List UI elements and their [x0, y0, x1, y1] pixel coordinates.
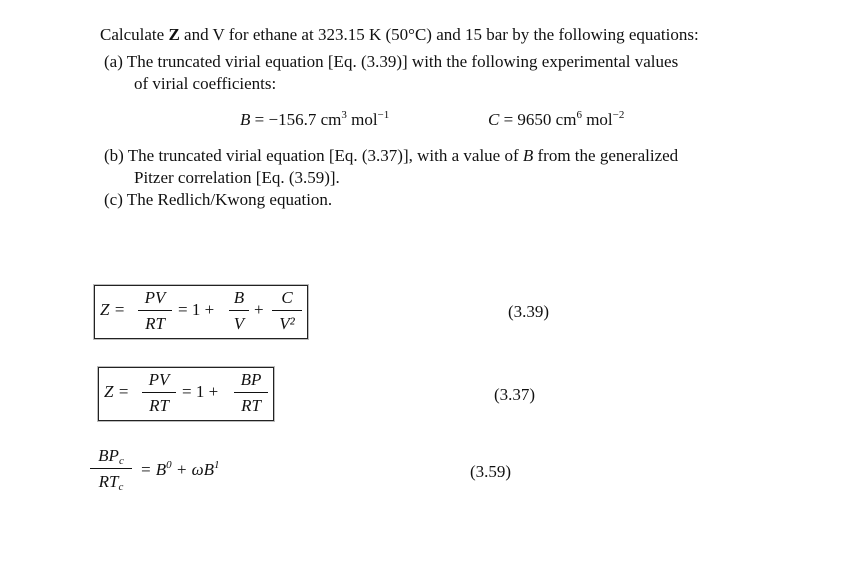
intro-rest: and V for ethane at 323.15 K (50°C) and 15 bar by the following equations:	[179, 25, 699, 44]
part-b-line2: Pitzer correlation [Eq. (3.59)].	[134, 168, 340, 187]
problem-intro	[100, 25, 699, 45]
eq339-frac2-bot: V	[233, 314, 245, 333]
part-c-line: (c) The Redlich/Kwong equation.	[104, 190, 333, 209]
eq339-fraction-c-v2	[272, 289, 302, 333]
eq359-frac-bot	[90, 473, 132, 491]
eq359-bot-main: RT	[98, 472, 119, 491]
eq359-bot-sub: c	[118, 481, 124, 493]
eq337-fraction-pv-rt	[142, 371, 176, 415]
b-unit: mol	[346, 110, 378, 129]
eq337-mid: = 1 +	[182, 382, 219, 401]
c-value: = 9650 cm	[499, 110, 577, 129]
eq359-rhs-mid: + ωB	[171, 460, 214, 479]
fraction-bar	[90, 468, 132, 469]
eq359-top-main: BP	[98, 446, 119, 465]
eq339-frac1-top: PV	[144, 288, 166, 307]
virial-c-value	[488, 110, 624, 130]
eq359-exp1: 1	[213, 459, 220, 471]
eq339-frac1-bot: RT	[145, 314, 165, 333]
c-unit-exp: −2	[612, 109, 625, 121]
eq339-lhs: Z =	[100, 300, 126, 319]
eq339-frac3-bot: V²	[279, 314, 295, 333]
eq359-number: (3.59)	[470, 462, 512, 481]
fraction-bar	[234, 392, 268, 393]
part-b-pre: (b) The truncated virial equation [Eq. (3.37)], with a value of	[104, 146, 523, 165]
c-exp: 6	[576, 109, 582, 121]
eq359-top-sub: c	[118, 455, 124, 467]
virial-b-value	[240, 110, 389, 130]
eq359-exp0: 0	[166, 459, 172, 471]
fraction-bar	[229, 310, 249, 311]
fraction-bar	[142, 392, 176, 393]
eq339-frac2-top: B	[233, 288, 245, 307]
eq337-fraction-bp-rt	[234, 371, 268, 415]
intro-z: Z	[168, 25, 180, 44]
eq339-fraction-pv-rt	[138, 289, 172, 333]
part-a-line2: of virial coefficients:	[134, 74, 277, 93]
eq359-fraction-bpc-rtc	[90, 447, 132, 491]
part-a-line1: (a) The truncated virial equation [Eq. (3.39)] with the following experimental values	[104, 52, 679, 71]
eq339-plus: +	[254, 300, 264, 319]
eq337-number: (3.37)	[494, 385, 536, 404]
eq337-frac2-bot: RT	[241, 396, 261, 415]
c-symbol: C	[488, 110, 500, 129]
eq337-frac1-top: PV	[148, 370, 170, 389]
eq339-mid: = 1 +	[178, 300, 215, 319]
b-unit-exp: −1	[377, 109, 390, 121]
eq339-fraction-b-v	[229, 289, 249, 333]
eq359-frac-top	[90, 447, 132, 465]
eq337-frac2-top: BP	[240, 370, 262, 389]
part-b-post: from the generalized	[533, 146, 679, 165]
fraction-bar	[272, 310, 302, 311]
b-symbol: B	[240, 110, 251, 129]
part-b-line1	[104, 146, 678, 166]
eq339-frac3-top: C	[281, 288, 293, 307]
eq359-rhs	[140, 460, 219, 480]
b-exp: 3	[341, 109, 347, 121]
b-value: = −156.7 cm	[250, 110, 342, 129]
eq339-number: (3.39)	[508, 302, 550, 321]
c-unit: mol	[581, 110, 613, 129]
fraction-bar	[138, 310, 172, 311]
part-b-var: B	[522, 146, 534, 165]
eq337-frac1-bot: RT	[149, 396, 169, 415]
eq359-rhs-eq: = B	[140, 460, 167, 479]
intro-text: Calculate	[100, 25, 169, 44]
eq337-lhs: Z =	[104, 382, 130, 401]
